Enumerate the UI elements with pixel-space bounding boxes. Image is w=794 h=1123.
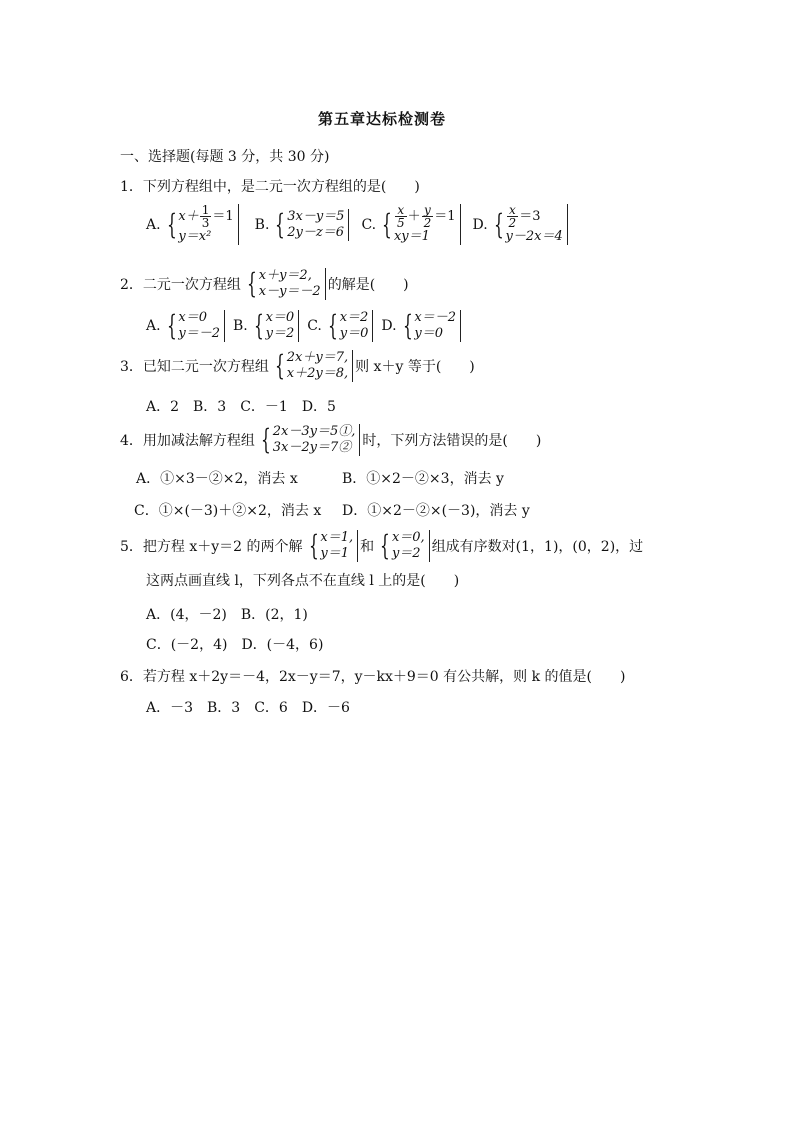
equation-row: x＝0 — [178, 310, 207, 325]
section-heading: 一、选择题(每题 3 分，共 30 分) — [120, 149, 330, 165]
equation-row: 3x－2y＝7② — [272, 440, 352, 455]
option-label: C. — [361, 216, 377, 233]
equation-row: y＝1 — [320, 546, 349, 561]
equation-row: y＝0 — [339, 326, 369, 341]
equation-row: y＝2 — [391, 546, 421, 561]
equation-system: { x＝－2 y＝0 — [399, 310, 461, 342]
question-1-stem: 1．下列方程组中，是二元一次方程组的是( ) — [120, 179, 420, 195]
equation-system: { $\frac{x}{2}$ ＝3 y－2x＝4 — [490, 204, 568, 245]
equation-row: 2y－z＝6 — [287, 224, 344, 240]
fraction-numerator: y — [422, 204, 434, 217]
option-label: B. — [254, 216, 270, 233]
question-5-options-line-1: A．(4，－2) B．(2，1) — [146, 607, 308, 623]
equation-system: { x＋y＝2, x－y＝－2 — [243, 268, 326, 300]
equation-row: y＝0 — [414, 326, 443, 341]
equation-system: { x＝2 y＝0 — [324, 310, 373, 342]
q2-option-d — [381, 310, 463, 342]
question-3-options: A．2 B．3 C．－1 D．5 — [146, 399, 336, 415]
equation-row: x＋2y＝8, — [286, 366, 349, 381]
stem-text: 时，下列方法错误的是( ) — [362, 433, 542, 449]
q2-option-c — [307, 310, 375, 342]
stem-text: 组成有序数对(1，1)，(0，2)，过 — [431, 539, 644, 555]
equation-row: y＝x² — [178, 229, 212, 244]
equation-part: x＋ — [178, 209, 199, 224]
equation-system: { $\frac{x}{5}$ ＋ $\frac{y}{2}$ ＝1 xy＝1 — [378, 204, 460, 245]
equation-row: 2x＋y＝7, — [286, 350, 349, 365]
stem-text: 2．二元一次方程组 — [120, 277, 241, 293]
fraction-numerator: x — [507, 204, 519, 217]
stem-text: 5．把方程 x＋y＝2 的两个解 — [120, 539, 303, 555]
question-6-options: A．－3 B．3 C．6 D．－6 — [146, 700, 350, 716]
q4-option-c: C．①×(－3)＋②×2，消去 x — [134, 503, 322, 519]
equation-part: ＝3 — [519, 209, 541, 224]
question-5-stem — [120, 530, 643, 562]
equation-row: x＝0, — [391, 530, 425, 545]
question-5-options-line-2: C．(－2，4) D．(－4，6) — [146, 637, 324, 653]
q2-option-b — [233, 310, 301, 342]
question-2-options — [146, 310, 469, 342]
stem-text: 4．用加减法解方程组 — [120, 433, 255, 449]
equation-system: { x＝0 y＝2 — [250, 310, 299, 342]
equation-system: { 3x－y＝5 2y－z＝6 — [271, 209, 349, 241]
equation-part: ＝1 — [434, 209, 456, 224]
equation-row: xy＝1 — [393, 229, 430, 244]
q1-option-d — [473, 204, 570, 245]
equation-system: { 2x＋y＝7, x＋2y＝8, — [271, 350, 353, 382]
q4-option-b: B．①×2－②×3，消去 y — [342, 471, 504, 487]
equation-row: x＝－2 — [414, 310, 456, 325]
equation-row: x＝2 — [339, 310, 369, 325]
equation-system: { x＝1, y＝1 — [305, 530, 359, 562]
stem-text: 则 x＋y 等于( ) — [355, 359, 475, 375]
equation-system: { 2x－3y＝5①, 3x－2y＝7② — [257, 424, 360, 456]
q4-option-d: D．①×2－②×(－3)，消去 y — [342, 503, 530, 519]
fraction-denominator: 5 — [396, 216, 405, 230]
question-5-line-2: 这两点画直线 l，下列各点不在直线 l 上的是( ) — [146, 573, 460, 589]
option-label: C. — [307, 318, 322, 334]
fraction-numerator: x — [395, 204, 407, 217]
equation-row: 3x－y＝5 — [287, 208, 345, 224]
question-6-stem: 6．若方程 x＋2y＝－4，2x－y＝7，y－kx＋9＝0 有公共解，则 k 的值是( ) — [120, 669, 626, 685]
q2-option-a — [146, 310, 227, 342]
equation-row: x－y＝－2 — [258, 284, 321, 299]
equation-row: 2x－3y＝5①, — [272, 424, 356, 439]
q1-option-c — [361, 204, 462, 245]
q1-option-a — [146, 204, 241, 245]
equation-row: y＝2 — [265, 326, 295, 341]
equation-part: ＋ — [407, 209, 421, 224]
equation-row: x＝0 — [265, 310, 295, 325]
equation-row: y＝－2 — [178, 326, 221, 341]
fraction-denominator: 2 — [423, 216, 432, 230]
option-label: A. — [146, 318, 161, 334]
fraction-denominator: 3 — [201, 216, 210, 230]
equation-system: { x＝0 y＝－2 — [163, 310, 225, 342]
fraction-numerator: 1 — [201, 203, 210, 217]
equation-system: { x＋ $\frac{1}{3}$ ＝1 y＝x² — [163, 204, 239, 245]
question-2-stem — [120, 268, 409, 300]
question-1-options — [146, 204, 576, 245]
equation-system: { x＝0, y＝2 — [376, 530, 430, 562]
equation-row: x＝1, — [320, 530, 354, 545]
page-title: 第五章达标检测卷 — [318, 110, 447, 128]
q4-option-a: A．①×3－②×2，消去 x — [136, 471, 298, 487]
question-4-stem — [120, 424, 541, 456]
option-label: A. — [146, 216, 161, 233]
question-3-stem — [120, 350, 475, 382]
stem-text: 和 — [360, 539, 375, 555]
option-label: B. — [233, 318, 248, 334]
stem-text: 3．已知二元一次方程组 — [120, 359, 269, 375]
fraction-denominator: 2 — [508, 216, 517, 230]
q1-option-b — [255, 209, 352, 241]
equation-part: ＝1 — [212, 209, 234, 224]
option-label: D. — [472, 216, 488, 233]
equation-row: y－2x＝4 — [505, 229, 563, 244]
equation-row: x＋y＝2, — [258, 268, 312, 283]
option-label: D. — [381, 318, 397, 334]
stem-text: 的解是( ) — [327, 277, 409, 293]
